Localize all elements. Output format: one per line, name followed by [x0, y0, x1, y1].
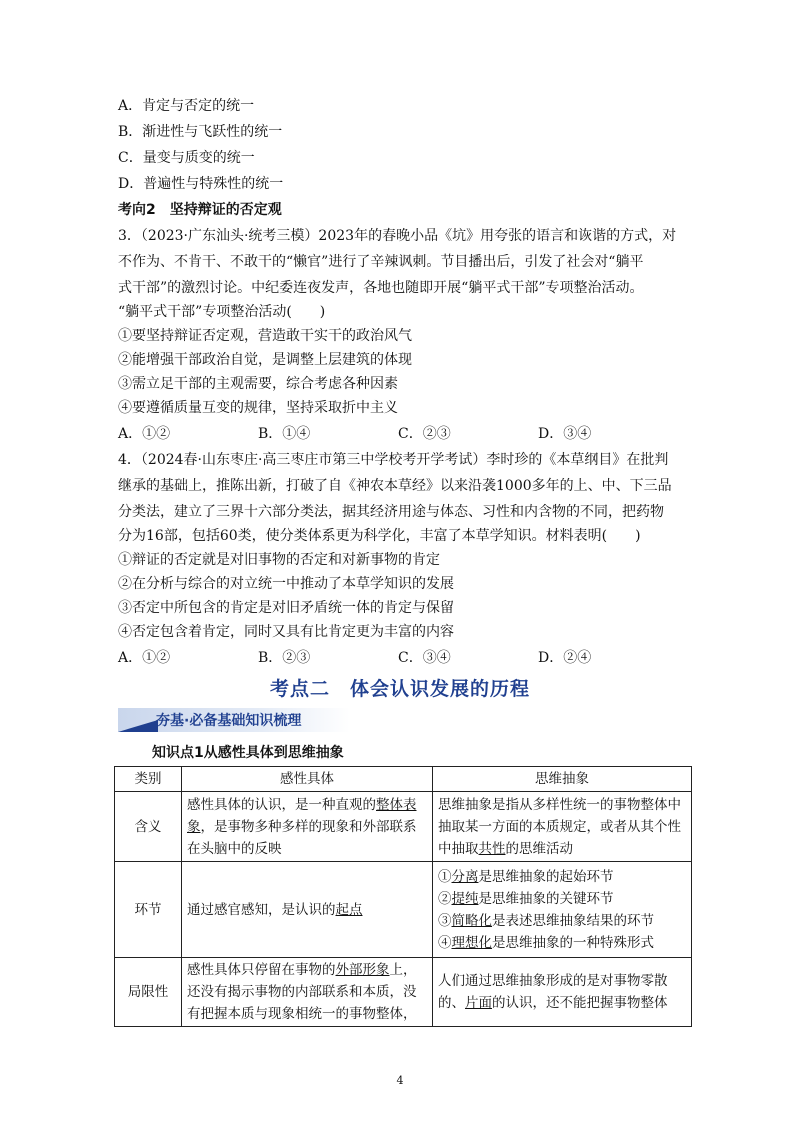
comparison-table: [114, 766, 692, 1027]
q4-choices: [118, 648, 698, 668]
table-row: [115, 862, 692, 958]
q3-statement: ③需立足干部的主观需要，综合考虑各种因素: [118, 376, 398, 392]
q4-choice-b: B．②③: [258, 650, 311, 666]
banner-stripe-decoration: [118, 720, 158, 732]
q3-statement: ②能增强干部政治自觉，是调整上层建筑的体现: [118, 352, 412, 368]
row-label-link: 环节: [115, 862, 182, 958]
row-label-meaning: 含义: [115, 792, 182, 862]
page-number: 4: [396, 1074, 404, 1087]
header-abstract: 思维抽象: [433, 767, 692, 792]
kaoxiang2-heading: 考向2 坚持辩证的否定观: [118, 202, 282, 218]
cell-link-abstract: ①分离是思维抽象的起始环节 ②提纯是思维抽象的关键环节 ③简略化是表述思维抽象结果的环节 ④理想化是思维抽象的一种特殊形式: [433, 862, 692, 958]
q4-choice-a: A．①②: [118, 650, 171, 666]
q4-statement: ③否定中所包含的肯定是对旧矛盾统一体的肯定与保留: [118, 600, 454, 616]
q3-stem-line: “躺平式干部”专项整治活动( ): [118, 304, 326, 320]
q3-choice-a: A．①②: [118, 426, 171, 442]
q4-stem-line: 分为16部，包括60类，使分类体系更为科学化，丰富了本草学知识。材料表明( ): [118, 528, 641, 544]
q4-statement: ①辩证的否定就是对旧事物的否定和对新事物的肯定: [118, 552, 440, 568]
section-title: 考点二 体会认识发展的历程: [269, 678, 530, 700]
cell-link-perceptual: 通过感官感知，是认识的起点: [182, 862, 433, 958]
q2-option-c: C．量变与质变的统一: [118, 150, 255, 166]
q4-stem-line: 4．（2024春·山东枣庄·高三枣庄市第三中学校考开学考试）李时珍的《本草纲目》在批判: [118, 452, 669, 468]
q4-choice-d: D．②④: [538, 650, 592, 666]
q4-statement: ④否定包含着肯定，同时又具有比肯定更为丰富的内容: [118, 624, 454, 640]
q3-stem-line: 3．（2023·广东汕头·统考三模）2023年的春晚小品《坑》用夸张的语言和诙谐的方式，对: [118, 228, 677, 244]
section-banner: [118, 708, 350, 732]
knowledge-point-title: 知识点1从感性具体到思维抽象: [152, 745, 344, 761]
q2-option-a: A．肯定与否定的统一: [118, 98, 255, 114]
q3-stem-line: 式干部”的激烈讨论。中纪委连夜发声，各地也随即开展“躺平式干部”专项整治活动。: [118, 280, 644, 296]
cell-meaning-perceptual: 感性具体的认识，是一种直观的整体表象，是事物多种多样的现象和外部联系在头脑中的反映: [182, 792, 433, 862]
q3-stem-line: 不作为、不肯干、不敢干的“懒官”进行了辛辣讽刺。节目播出后，引发了社会对“躺平: [118, 254, 644, 270]
table-header-row: [115, 767, 692, 792]
cell-limit-abstract: 人们通过思维抽象形成的是对事物零散的、片面的认识，还不能把握事物整体: [433, 958, 692, 1027]
row-label-limit: 局限性: [115, 958, 182, 1027]
q3-choice-d: D．③④: [538, 426, 592, 442]
q3-choice-b: B．①④: [258, 426, 311, 442]
q2-option-d: D．普遍性与特殊性的统一: [118, 176, 284, 192]
q4-choice-c: C．③④: [398, 650, 451, 666]
header-perceptual: 感性具体: [182, 767, 433, 792]
table-row: [115, 958, 692, 1027]
q2-option-b: B．渐进性与飞跃性的统一: [118, 124, 283, 140]
header-category: 类别: [115, 767, 182, 792]
q3-choices: [118, 424, 698, 444]
q3-choice-c: C．②③: [398, 426, 451, 442]
q4-statement: ②在分析与综合的对立统一中推动了本草学知识的发展: [118, 576, 454, 592]
q3-statement: ④要遵循质量互变的规律，坚持采取折中主义: [118, 400, 398, 416]
cell-limit-perceptual: 感性具体只停留在事物的外部形象上，还没有揭示事物的内部联系和本质，没有把握本质与现象相统一的事物整体，: [182, 958, 433, 1027]
cell-meaning-abstract: 思维抽象是指从多样性统一的事物整体中抽取某一方面的本质规定，或者从其个性中抽取共性的思维活动: [433, 792, 692, 862]
q4-stem-line: 继承的基础上，推陈出新，打破了自《神农本草经》以来沿袭1000多年的上、中、下三品: [118, 478, 672, 494]
table-row: [115, 792, 692, 862]
q3-statement: ①要坚持辩证否定观，营造敢干实干的政治风气: [118, 328, 412, 344]
banner-text: 夯基·必备基础知识梳理: [156, 713, 302, 729]
q4-stem-line: 分类法，建立了三界十六部分类法，据其经济用途与体态、习性和内含物的不同，把药物: [118, 504, 664, 520]
